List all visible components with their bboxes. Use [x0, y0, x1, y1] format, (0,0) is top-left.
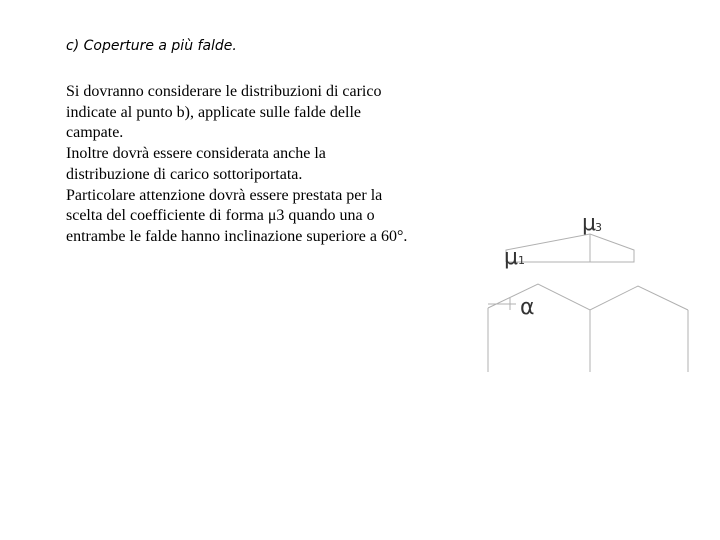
roof-profile: [488, 284, 688, 310]
mu3-symbol: μ: [582, 211, 596, 236]
alpha-symbol: α: [520, 295, 535, 320]
load-distribution-outline: [506, 234, 634, 262]
paragraph-line: entrambe le falde hanno inclinazione superiore a 60°.: [66, 227, 408, 245]
paragraph-line: campate.: [66, 124, 124, 142]
roof-load-diagram: [480, 200, 700, 380]
body-paragraph: [66, 82, 466, 248]
paragraph-line: scelta del coefficiente di forma μ3 quando una o: [66, 207, 375, 225]
paragraph-line: Particolare attenzione dovrà essere prestata per la: [66, 186, 383, 204]
section-heading: c) Coperture a più falde.: [66, 38, 237, 54]
mu3-subscript: 3: [595, 221, 602, 234]
paragraph-line: distribuzione di carico sottoriportata.: [66, 165, 303, 183]
mu1-symbol: μ: [504, 245, 518, 270]
paragraph-line: Si dovranno considerare le distribuzioni di carico: [66, 83, 382, 100]
roof-load-diagram-svg: [480, 200, 700, 380]
paragraph-line: Inoltre dovrà essere considerata anche la: [66, 145, 326, 163]
mu1-subscript: 1: [518, 254, 525, 267]
paragraph-line: indicate al punto b), applicate sulle falde delle: [66, 103, 361, 121]
